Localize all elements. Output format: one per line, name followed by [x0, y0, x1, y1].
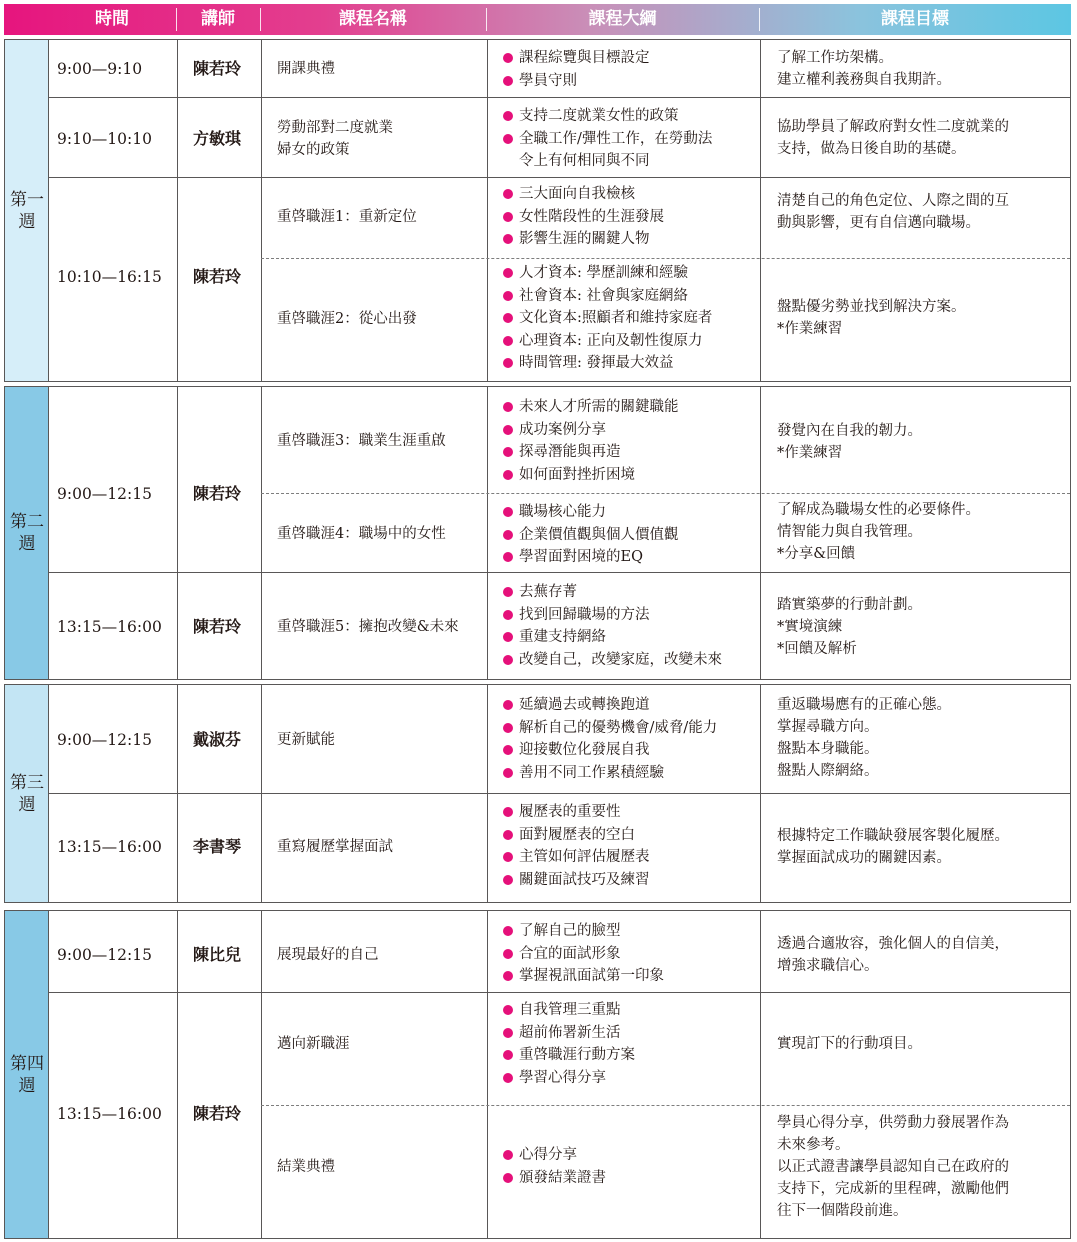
- course-cell: 重啓職涯1：重新定位: [277, 209, 417, 225]
- outline-item: 三大面向自我檢核: [503, 183, 664, 206]
- teacher-cell: 陳比兒: [193, 945, 242, 964]
- outline-item: 探尋潛能與再造: [503, 441, 679, 464]
- goal-cell: [777, 694, 951, 782]
- goal-line: 踏實築夢的行動計劃。: [777, 597, 922, 613]
- outline-item: 心理資本: 正向及韌性復原力: [503, 330, 712, 353]
- outline-item: 支持二度就業女性的政策: [503, 105, 712, 128]
- outline-item: 關鍵面試技巧及練習: [503, 869, 650, 892]
- outline-item: 企業價值觀與個人價值觀: [503, 524, 679, 547]
- goal-line: 盤點優劣勢並找到解決方案。: [777, 299, 966, 315]
- outline-list: [503, 801, 650, 891]
- outline-item: 面對履歷表的空白: [503, 824, 650, 847]
- outline-item: 超前佈署新生活: [503, 1022, 635, 1045]
- goal-line: *作業練習: [777, 445, 843, 461]
- goal-line: 清楚自己的角色定位、人際之間的互: [777, 193, 1009, 209]
- teacher-cell: 戴淑芬: [193, 730, 242, 749]
- time-cell: 9:00—12:15: [57, 731, 152, 749]
- teacher-cell: 陳若玲: [193, 267, 242, 286]
- goal-line: 情智能力與自我管理。: [777, 524, 922, 540]
- header-teacher: 講師: [201, 9, 235, 29]
- goal-line: 了解工作坊架構。: [777, 50, 893, 66]
- time-cell: 9:00—9:10: [57, 60, 143, 78]
- time-cell: 10:10—16:15: [57, 268, 162, 286]
- goal-cell: [777, 499, 980, 565]
- outline-item: 時間管理: 發揮最大效益: [503, 352, 712, 375]
- outline-item: 解析自己的優勢機會/威脅/能力: [503, 717, 717, 740]
- goal-line: 掌握尋職方向。: [777, 719, 879, 735]
- course-cell: 邁向新職涯: [277, 1036, 350, 1052]
- goal-line: 未來參考。: [777, 1137, 850, 1153]
- week-label: 第一週: [10, 189, 44, 232]
- goal-cell: [777, 47, 951, 91]
- goal-line: 協助學員了解政府對女性二度就業的: [777, 119, 1009, 135]
- time-cell: 9:00—12:15: [57, 485, 152, 503]
- goal-cell: [777, 1112, 1009, 1222]
- goal-cell: [777, 116, 1009, 160]
- outline-item: 課程綜覽與目標設定: [503, 47, 650, 70]
- outline-item: 改變自己，改變家庭，改變未來: [503, 649, 722, 672]
- outline-item: 學習心得分享: [503, 1067, 635, 1090]
- outline-item: 社會資本: 社會與家庭網絡: [503, 285, 712, 308]
- outline-item: 影響生涯的關鍵人物: [503, 228, 664, 251]
- outline-item: 心得分享: [503, 1144, 606, 1167]
- header-outline: 課程大綱: [588, 9, 657, 29]
- outline-item: 迎接數位化發展自我: [503, 739, 717, 762]
- outline-item: 找到回歸職場的方法: [503, 604, 722, 627]
- outline-item: 如何面對挫折困境: [503, 464, 679, 487]
- course-cell: 重寫履歷掌握面試: [277, 839, 393, 855]
- week-3-block: [4, 684, 1071, 903]
- outline-item: 全職工作/彈性工作，在勞動法 令上有何相同與不同: [503, 128, 712, 173]
- outline-item: 文化資本:照顧者和維持家庭者: [503, 307, 712, 330]
- header-time: 時間: [95, 9, 129, 29]
- outline-item: 職場核心能力: [503, 501, 679, 524]
- goal-line: 盤點人際網絡。: [777, 763, 879, 779]
- time-cell: 9:00—12:15: [57, 946, 152, 964]
- teacher-cell: 方敏琪: [193, 129, 242, 148]
- week-label-cell: [5, 911, 49, 1238]
- goal-line: *實境演練: [777, 619, 843, 635]
- teacher-cell: 陳若玲: [193, 1104, 242, 1123]
- goal-cell: [777, 1033, 922, 1055]
- course-cell: 重啓職涯5：擁抱改變&未來: [277, 619, 459, 635]
- goal-cell: [777, 933, 1009, 977]
- time-cell: 13:15—16:00: [57, 1105, 162, 1123]
- teacher-cell: 陳若玲: [193, 484, 242, 503]
- outline-list: [503, 920, 664, 988]
- goal-cell: [777, 190, 1009, 234]
- outline-item: 重啓職涯行動方案: [503, 1044, 635, 1067]
- goal-line: 掌握面試成功的關鍵因素。: [777, 850, 951, 866]
- outline-item: 成功案例分享: [503, 419, 679, 442]
- outline-item: 學員守則: [503, 70, 650, 93]
- goal-cell: [777, 420, 922, 464]
- time-cell: 9:10—10:10: [57, 130, 152, 148]
- week-label-cell: [5, 40, 49, 381]
- goal-line: 以正式證書讓學員認知自己在政府的: [777, 1159, 1009, 1175]
- course-cell: 重啓職涯4：職場中的女性: [277, 526, 446, 542]
- outline-item: 學習面對困境的EQ: [503, 546, 679, 569]
- week-1-block: [4, 39, 1071, 382]
- header-goal: 課程目標: [881, 9, 949, 29]
- outline-item: 重建支持網絡: [503, 626, 722, 649]
- goal-line: 透過合適妝容，強化個人的自信美，: [777, 936, 1009, 952]
- outline-item: 未來人才所需的關鍵職能: [503, 396, 679, 419]
- outline-item: 女性階段性的生涯發展: [503, 206, 664, 229]
- goal-line: 往下一個階段前進。: [777, 1203, 908, 1219]
- course-cell: 結業典禮: [277, 1159, 335, 1175]
- outline-list: [503, 396, 679, 486]
- outline-item: 人才資本: 學歷訓練和經驗: [503, 262, 712, 285]
- outline-item: 延續過去或轉換跑道: [503, 694, 717, 717]
- week-2-block: [4, 386, 1071, 680]
- goal-line: 了解成為職場女性的必要條件。: [777, 502, 980, 518]
- goal-line: 實現訂下的行動項目。: [777, 1036, 922, 1052]
- outline-item: 去蕪存菁: [503, 581, 722, 604]
- week-label-cell: [5, 685, 49, 902]
- course-cell: 更新賦能: [277, 732, 335, 748]
- week-label: 第三週: [10, 772, 44, 815]
- outline-item: 頒發結業證書: [503, 1167, 606, 1190]
- outline-list: [503, 501, 679, 569]
- outline-item: 掌握視訊面試第一印象: [503, 965, 664, 988]
- goal-line: *作業練習: [777, 321, 843, 337]
- course-cell: 重啓職涯3：職業生涯重啟: [277, 433, 446, 449]
- goal-cell: [777, 296, 966, 340]
- course-cell: 展現最好的自己: [277, 947, 379, 963]
- outline-list: [503, 694, 717, 784]
- week-label-cell: [5, 387, 49, 679]
- header-course: 課程名稱: [339, 9, 407, 29]
- goal-line: 增強求職信心。: [777, 958, 879, 974]
- outline-item: 履歷表的重要性: [503, 801, 650, 824]
- outline-item: 了解自己的臉型: [503, 920, 664, 943]
- goal-line: 發覺內在自我的韌力。: [777, 423, 922, 439]
- goal-line: *回饋及解析: [777, 641, 857, 657]
- outline-list: [503, 262, 712, 375]
- outline-item: 善用不同工作累積經驗: [503, 762, 717, 785]
- goal-line: 根據特定工作職缺發展客製化履歷。: [777, 828, 1009, 844]
- outline-list: [503, 999, 635, 1089]
- goal-line: 支持下，完成新的里程碑，激勵他們: [777, 1181, 1009, 1197]
- outline-list: [503, 183, 664, 251]
- time-cell: 13:15—16:00: [57, 838, 162, 856]
- goal-line: 支持，做為日後自助的基礎。: [777, 141, 966, 157]
- outline-item: 合宜的面試形象: [503, 943, 664, 966]
- goal-line: 盤點本身職能。: [777, 741, 879, 757]
- outline-list: [503, 105, 712, 173]
- goal-line: *分享&回饋: [777, 546, 856, 562]
- outline-item: 主管如何評估履歷表: [503, 846, 650, 869]
- goal-cell: [777, 825, 1009, 869]
- teacher-cell: 陳若玲: [193, 59, 242, 78]
- goal-cell: [777, 594, 922, 660]
- outline-item: 自我管理三重點: [503, 999, 635, 1022]
- teacher-cell: 李書琴: [193, 837, 242, 856]
- outline-list: [503, 47, 650, 92]
- teacher-cell: 陳若玲: [193, 617, 242, 636]
- week-label: 第二週: [10, 512, 44, 554]
- outline-list: [503, 581, 722, 671]
- goal-line: 重返職場應有的正確心態。: [777, 697, 951, 713]
- course-cell: 開課典禮: [277, 61, 335, 77]
- outline-list: [503, 1144, 606, 1189]
- time-cell: 13:15—16:00: [57, 618, 162, 636]
- week-label: 第四週: [10, 1053, 44, 1096]
- course-cell: 重啓職涯2：從心出發: [277, 311, 417, 327]
- week-4-block: [4, 910, 1071, 1239]
- goal-line: 建立權利義務與自我期許。: [777, 72, 951, 88]
- table-header: [4, 4, 1071, 35]
- goal-line: 動與影響，更有自信邁向職場。: [777, 215, 980, 231]
- goal-line: 學員心得分享，供勞動力發展署作為: [777, 1115, 1009, 1131]
- course-cell: 勞動部對二度就業 婦女的政策: [277, 120, 393, 158]
